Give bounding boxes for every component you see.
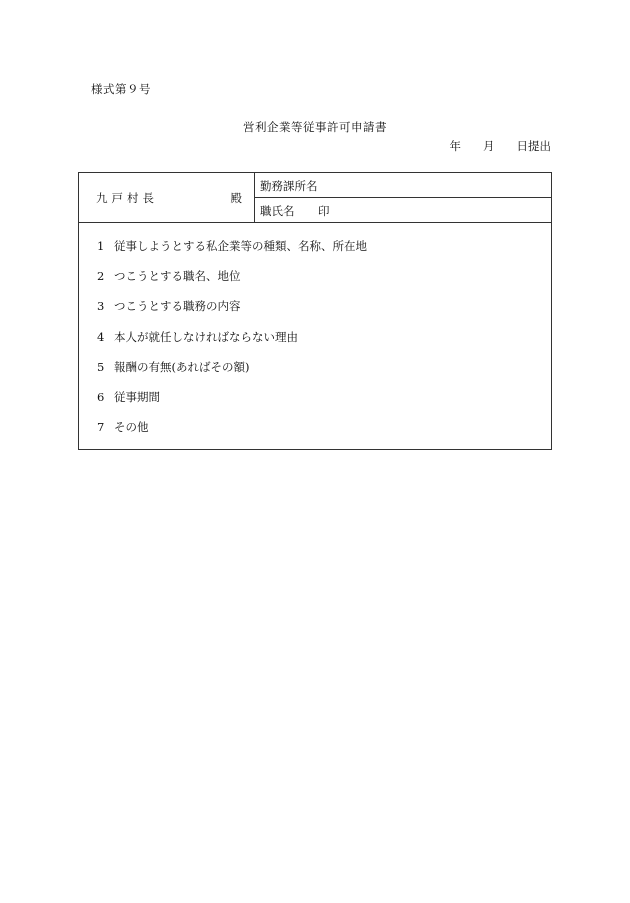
item-text: 従事しようとする私企業等の種類、名称、所在地 [114, 239, 367, 253]
addressee-cell [79, 173, 255, 222]
form-number: 様式第９号 [91, 82, 151, 96]
item-number: 1 [97, 239, 105, 253]
department-row[interactable] [255, 173, 551, 198]
item-number: 3 [97, 299, 105, 313]
title-name-row[interactable] [255, 198, 551, 222]
item-text: 報酬の有無(あればその額) [114, 360, 250, 374]
date-month-label: 月 [483, 139, 495, 153]
item-text: つこうとする職名、地位 [114, 269, 241, 283]
seal-label: 印 [318, 204, 330, 218]
form-header-row [79, 173, 551, 223]
applicant-cell [255, 173, 551, 222]
item-number: 7 [97, 420, 105, 434]
item-number: 5 [97, 360, 105, 374]
application-form-box [78, 172, 552, 450]
list-item[interactable] [97, 238, 367, 254]
item-number: 4 [97, 330, 105, 344]
item-text: 本人が就任しなければならない理由 [114, 330, 298, 344]
item-text: その他 [114, 420, 149, 434]
title-name-label: 職氏名 [260, 204, 295, 218]
item-number: 2 [97, 269, 105, 283]
item-text: つこうとする職務の内容 [114, 299, 241, 313]
page-title: 営利企業等従事許可申請書 [243, 120, 387, 134]
list-item[interactable] [97, 389, 160, 405]
list-item[interactable] [97, 329, 298, 345]
item-text: 従事期間 [114, 390, 160, 404]
date-day-submitted-label: 日提出 [516, 139, 551, 153]
list-item[interactable] [97, 268, 241, 284]
list-item[interactable] [97, 298, 241, 314]
date-year-label: 年 [449, 139, 461, 153]
item-number: 6 [97, 390, 105, 404]
list-item[interactable] [97, 419, 149, 435]
department-label: 勤務課所名 [260, 179, 318, 193]
list-item[interactable] [97, 359, 249, 375]
submission-date-line [450, 138, 552, 154]
addressee-name: 九戸村長 [96, 191, 158, 205]
addressee-honorific: 殿 [230, 191, 242, 205]
